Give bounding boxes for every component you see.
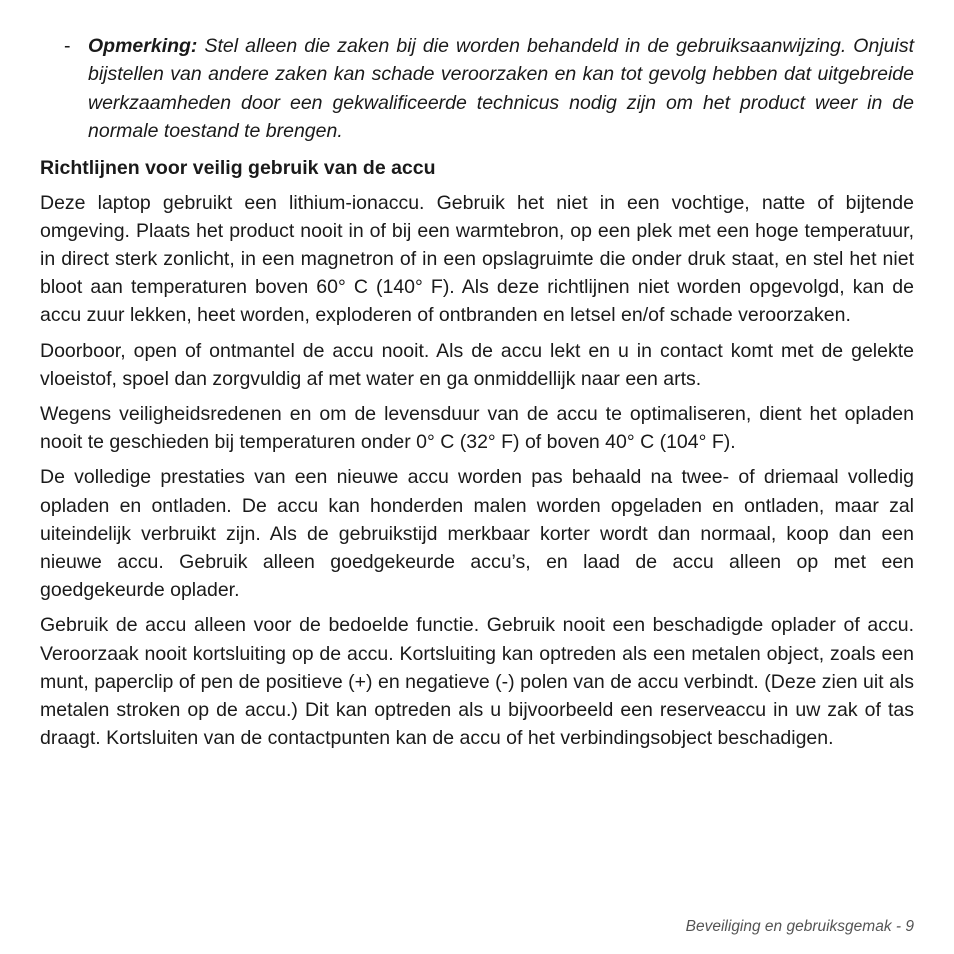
note-text: Stel alleen die zaken bij die worden behandeld in de gebruiksaanwijzing. Onjuist bijstellen van andere zaken kan schade veroorzaken en kan tot gevolg hebben dat uitgebreide werkzaamheden door een gekwalificeerde technicus nodig zijn om het product weer in de normale toestand te brengen.	[88, 35, 914, 143]
paragraph-5: Gebruik de accu alleen voor de bedoelde functie. Gebruik nooit een beschadigde oplader of accu. Veroorzaak nooit kortsluiting op de accu. Kortsluiting kan optreden als een metalen object, zoals een munt, paperclip of pen de positieve (+) en negatieve (-) polen van de accu verbindt. (Deze zien uit als metalen stroken op de accu.) Dit kan optreden als u bijvoorbeeld een reserveaccu in uw zak of tas draagt. Kortsluiten van de contactpunten kan de accu of het verbindingsobject beschadigen.	[40, 614, 914, 750]
paragraph-3: Wegens veiligheidsredenen en om de levensduur van de accu te optimaliseren, dient het opladen nooit te geschieden bij temperaturen onder 0° C (32° F) of boven 40° C (104° F).	[40, 403, 914, 454]
note-dash: -	[64, 35, 71, 57]
paragraph-1: Deze laptop gebruikt een lithium-ionaccu. Gebruik het niet in een vochtige, natte of bijtende omgeving. Plaats het product nooit in of bij een warmtebron, op een plek met een hoge temperatuur, in direct sterk zonlicht, in een magnetron of in een opslagruimte die onder druk staat, en stel het niet bloot aan temperaturen boven 60° C (140° F). Als deze richtlijnen niet worden opgevolgd, kan de accu zuur lekken, heet worden, exploderen of ontbranden en letsel en/of schade veroorzaken.	[40, 191, 914, 327]
page-body	[40, 32, 914, 759]
paragraph-4: De volledige prestaties van een nieuwe accu worden pas behaald na twee- of driemaal volledig opladen en ontladen. De accu kan honderden malen worden opgeladen en ontladen, maar zal uiteindelijk verbruikt zijn. Als de gebruikstijd merkbaar korter wordt dan normaal, koop dan een nieuwe accu. Gebruik alleen goedgekeurde accu’s, en laad de accu alleen op met een goedgekeurde oplader.	[40, 466, 914, 602]
page-footer	[686, 918, 914, 936]
note-block	[40, 32, 914, 146]
page-number: 9	[905, 918, 914, 935]
paragraph-2: Doorboor, open of ontmantel de accu nooit. Als de accu lekt en u in contact komt met de gelekte vloeistof, spoel dan zorgvuldig af met water en ga onmiddellijk naar een arts.	[40, 339, 914, 390]
footer-section-title: Beveiliging en gebruiksgemak	[685, 918, 892, 935]
section-heading: Richtlijnen voor veilig gebruik van de accu	[40, 156, 436, 179]
note-label: Opmerking:	[88, 35, 198, 57]
footer-separator: -	[891, 918, 906, 935]
